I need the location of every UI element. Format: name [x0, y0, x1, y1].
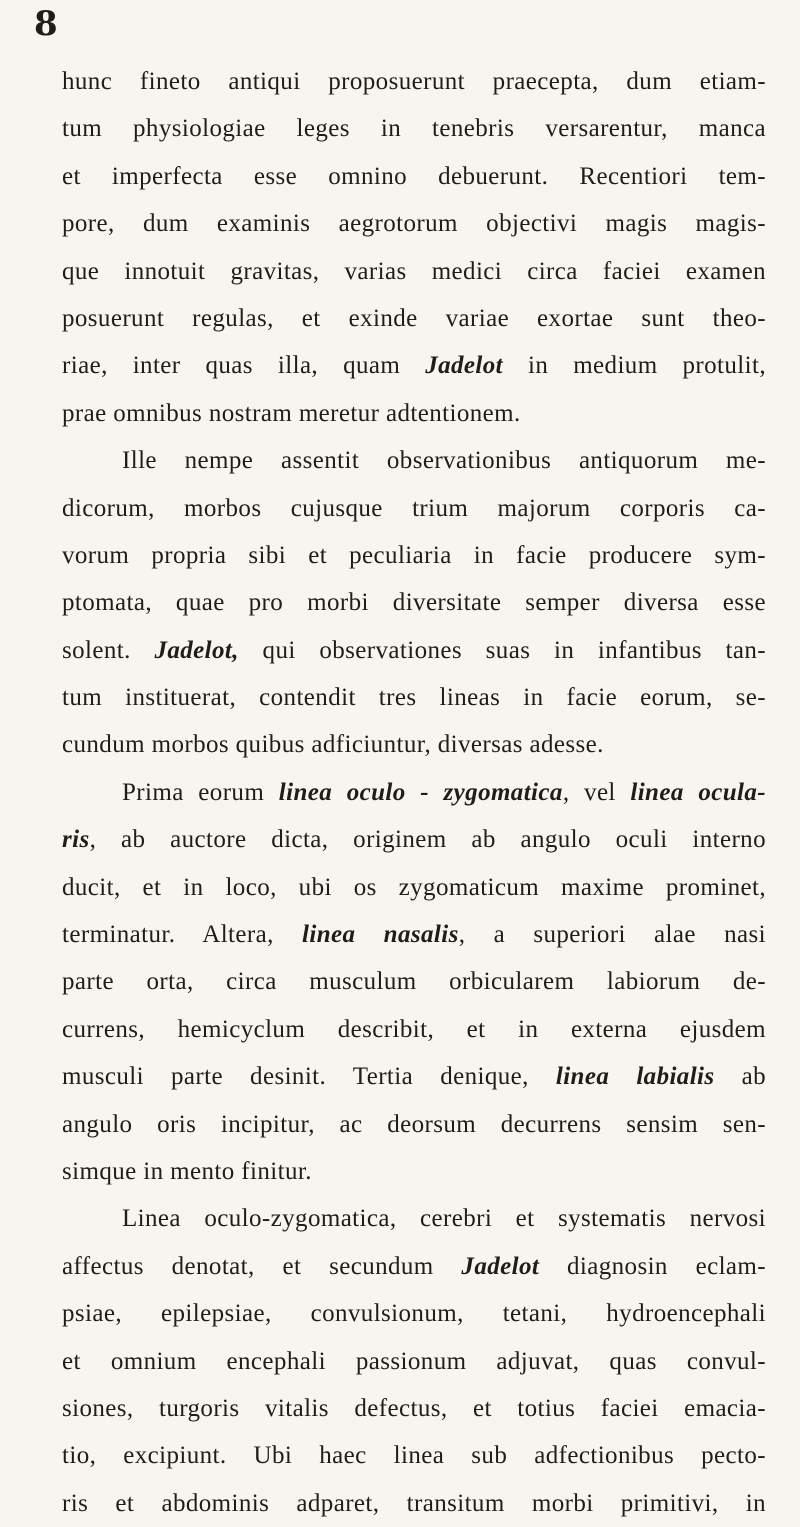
text-line: [62, 248, 766, 295]
text-segment: tum instituerat, contendit tres lineas in facie eorum, se-: [62, 684, 766, 712]
text-line: [62, 864, 766, 911]
text-line: [62, 532, 766, 579]
text-segment: solent.: [62, 636, 155, 664]
italic-term: linea labialis: [555, 1063, 715, 1091]
text-line: [62, 1053, 766, 1100]
text-line: [62, 579, 766, 626]
text-line: [62, 153, 766, 200]
text-line: [62, 58, 766, 105]
text-segment: ducit, et in loco, ubi os zygomaticum maxime prominet,: [62, 873, 766, 901]
italic-term: linea oculo - zygomatica: [278, 778, 563, 806]
text-line: [62, 627, 766, 674]
italic-term: Jadelot: [425, 352, 503, 380]
text-segment: dicorum, morbos cujusque trium majorum corporis ca-: [62, 494, 766, 522]
text-segment: pore, dum examinis aegrotorum objectivi magis magis-: [62, 210, 766, 238]
text-segment: siones, turgoris vitalis defectus, et totius faciei emacia-: [62, 1394, 766, 1422]
text-segment: Ille nempe assentit observationibus antiquorum me-: [122, 447, 766, 475]
text-segment: qui observationes suas in infantibus tan-: [238, 636, 766, 664]
italic-term: linea nasalis: [302, 921, 459, 949]
text-segment: prae omnibus nostram meretur adtentionem.: [62, 399, 521, 427]
text-line: [62, 1243, 766, 1290]
text-line: [62, 1195, 766, 1242]
text-segment: vorum propria sibi et peculiaria in facie producere sym-: [62, 541, 766, 569]
text-line: [62, 1385, 766, 1432]
italic-term: ris: [62, 826, 90, 854]
text-line: [62, 1101, 766, 1148]
text-segment: posuerunt regulas, et exinde variae exortae sunt theo-: [62, 304, 766, 332]
text-segment: Prima eorum: [122, 778, 279, 806]
text-line: [62, 200, 766, 247]
text-line: [62, 816, 766, 863]
body-text: [62, 58, 766, 1527]
text-segment: simque in mento finitur.: [62, 1157, 312, 1185]
text-line: [62, 1006, 766, 1053]
page-number: 8: [34, 4, 59, 44]
text-line: [62, 1338, 766, 1385]
text-segment: ris et abdominis adparet, transitum morbi primitivi, in: [62, 1489, 766, 1517]
text-line: [62, 721, 766, 768]
text-segment: affectus denotat, et secundum: [62, 1252, 462, 1280]
text-segment: riae, inter quas illa, quam: [62, 352, 426, 380]
text-line: [62, 485, 766, 532]
text-segment: musculi parte desinit. Tertia denique,: [62, 1063, 556, 1091]
text-segment: tum physiologiae leges in tenebris versarentur, manca: [62, 115, 766, 143]
text-segment: in medium protulit,: [503, 352, 766, 380]
text-line: [62, 674, 766, 721]
text-segment: que innotuit gravitas, varias medici circa faciei examen: [62, 257, 766, 285]
text-segment: et omnium encephali passionum adjuvat, quas convul-: [62, 1347, 766, 1375]
text-segment: et imperfecta esse omnino debuerunt. Recentiori tem-: [62, 162, 766, 190]
text-segment: tio, excipiunt. Ubi haec linea sub adfectionibus pecto-: [62, 1442, 766, 1470]
text-segment: terminatur. Altera,: [62, 921, 303, 949]
italic-term: Jadelot: [461, 1252, 540, 1280]
text-line: [62, 342, 766, 389]
text-segment: diagnosin eclam-: [539, 1252, 766, 1280]
text-segment: ab: [714, 1063, 766, 1091]
text-line: [62, 911, 766, 958]
text-segment: Linea oculo-zygomatica, cerebri et systematis nervosi: [122, 1205, 766, 1233]
text-segment: parte orta, circa musculum orbicularem labiorum de-: [62, 968, 766, 996]
text-line: [62, 1480, 766, 1527]
text-line: [62, 769, 766, 816]
text-segment: , a superiori alae nasi: [458, 921, 766, 949]
text-line: [62, 1148, 766, 1195]
text-segment: psiae, epilepsiae, convulsionum, tetani, hydroencephali: [62, 1300, 766, 1328]
italic-term: Jadelot,: [154, 636, 239, 664]
text-segment: ptomata, quae pro morbi diversitate semper diversa esse: [62, 589, 766, 617]
text-segment: currens, hemicyclum describit, et in externa ejusdem: [62, 1015, 766, 1043]
text-line: [62, 295, 766, 342]
text-line: [62, 437, 766, 484]
text-line: [62, 1432, 766, 1479]
text-line: [62, 390, 766, 437]
text-line: [62, 1290, 766, 1337]
text-segment: , ab auctore dicta, originem ab angulo oculi interno: [89, 826, 766, 854]
text-segment: angulo oris incipitur, ac deorsum decurrens sensim sen-: [62, 1110, 766, 1138]
text-segment: cundum morbos quibus adficiuntur, diversas adesse.: [62, 731, 604, 759]
text-line: [62, 958, 766, 1005]
italic-term: linea ocula-: [630, 778, 766, 806]
text-segment: hunc fineto antiqui proposuerunt praecepta, dum etiam-: [62, 68, 766, 95]
text-segment: , vel: [562, 778, 631, 806]
text-line: [62, 105, 766, 152]
